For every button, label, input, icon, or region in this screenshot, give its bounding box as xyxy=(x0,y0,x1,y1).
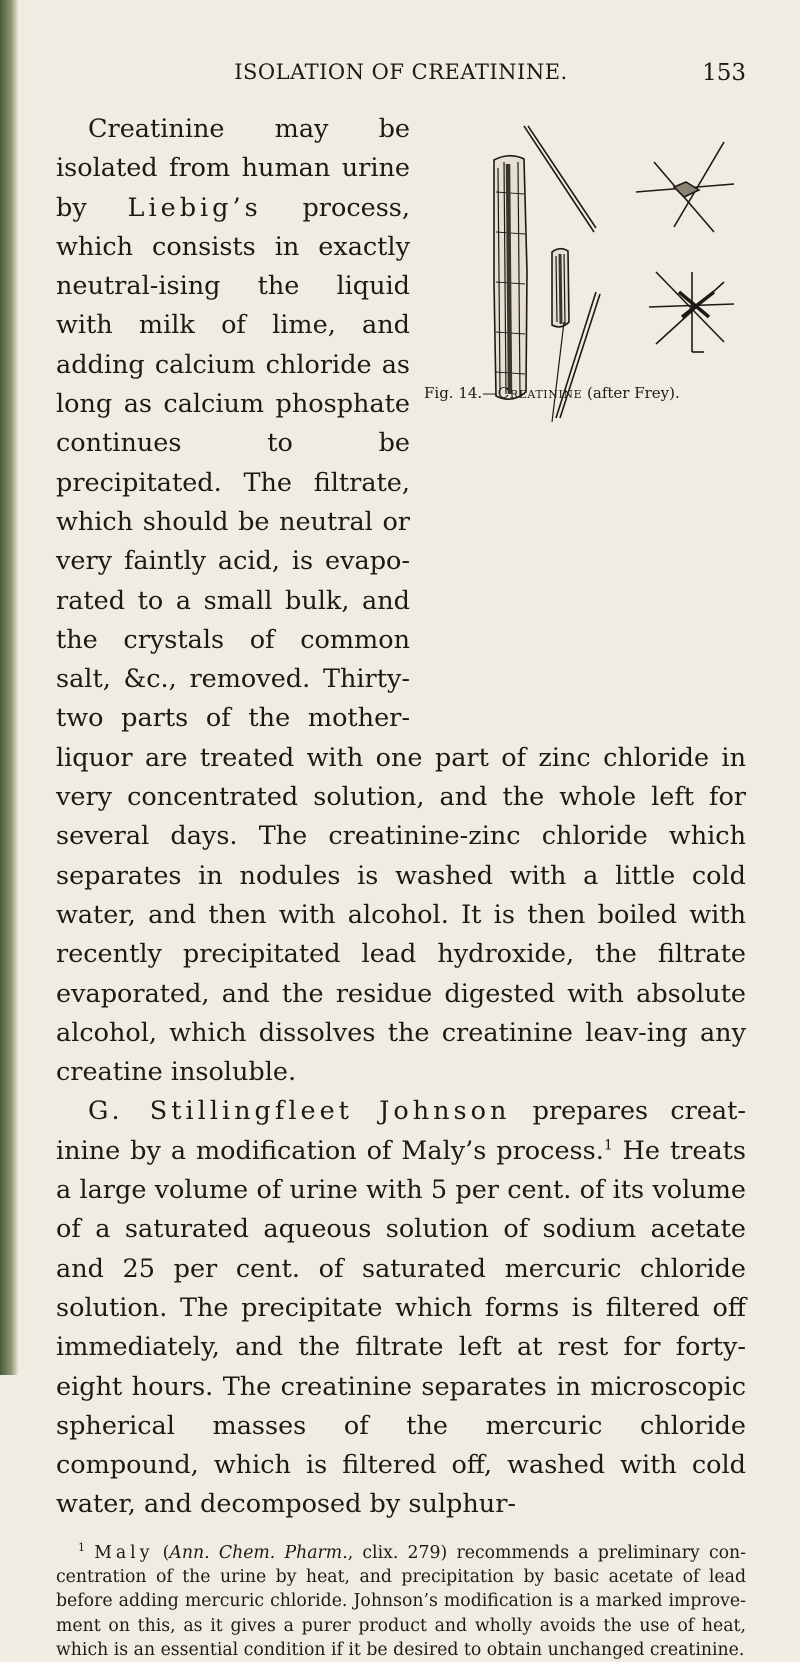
footnote-journal: Ann. Chem. Pharm. xyxy=(169,1542,348,1563)
author-johnson: G. Stillingfleet Johnson xyxy=(88,1096,511,1127)
running-head xyxy=(56,60,746,94)
page-number: 153 xyxy=(702,60,746,86)
author-liebig: Liebig’s xyxy=(127,192,262,223)
main-text xyxy=(56,110,746,1662)
footnote-reference: 1 xyxy=(603,1137,613,1154)
figure-caption-name: —Creatinine xyxy=(482,384,583,402)
figure-caption xyxy=(424,384,746,402)
footnote-author: Maly xyxy=(94,1542,154,1563)
paragraph-2-start: prepares creat-inine by a modification of Maly’s process. xyxy=(56,1096,747,1166)
footnote-text xyxy=(56,1541,746,1662)
figure-caption-label: Fig. 14. xyxy=(424,384,483,402)
footnote xyxy=(56,1541,746,1662)
page-binding-edge xyxy=(0,0,18,1375)
figure-caption-credit: (after Frey). xyxy=(587,384,680,402)
footnote-marker: 1 xyxy=(78,1540,85,1554)
creatinine-crystals-illustration xyxy=(424,122,746,422)
running-head-title: ISOLATION OF CREATININE. xyxy=(234,60,568,84)
figure-creatinine-crystals xyxy=(424,122,746,712)
paragraph-1-start: Creatinine may be isolated from human urine by xyxy=(56,114,410,223)
paragraph-1-rest: process, which consists in exactly neutral-ising the liquid with milk of lime, and adding calcium chloride as long as calcium phosphate continues to be precipitated. The filtrate, which should be neutral or very faintly acid, is evapo-rated to a small bulk, and the crystals of common salt, &c., removed. Thirty-two parts of the mother-liquor are treated with one part of zinc chloride in very concentrated solution, and the whole left for several days. The creatinine-zinc chloride which separates in nodules is washed with a little cold water, and then with alcohol. It is then boiled with recently precipitated lead hydroxide, the filtrate evaporated, and the residue digested with absolute alcohol, which dissolves the creatinine leav-ing any creatine insoluble. xyxy=(56,192,746,1088)
footnote-ref-rest: , clix. 279) xyxy=(347,1542,448,1563)
paragraph-johnson-process xyxy=(56,1092,746,1524)
footnote-open-paren: ( xyxy=(153,1542,170,1563)
paragraph-2-rest: He treats a large volume of urine with 5 per cent. of its volume of a saturated aqueous solution of sodium acetate and 25 per cent. of saturated mercuric chloride solution. The precipitate which forms is filtered off immediately, and the filtrate left at rest for forty-eight hours. The creatinine separates in microscopic spherical masses of the mercuric chloride compound, which is filtered off, washed with cold water, and decomposed by sulphur- xyxy=(56,1135,747,1520)
footnote-body: recommends a preliminary con-centration of the urine by heat, and precipitation by basic acetate of lead before adding mercuric chloride. Johnson’s modification is a marked improve-ment on this, as it gives a purer product and wholly avoids the use of heat, which is an essential condition if it be desired to obtain unchanged creatinine. xyxy=(56,1542,746,1660)
